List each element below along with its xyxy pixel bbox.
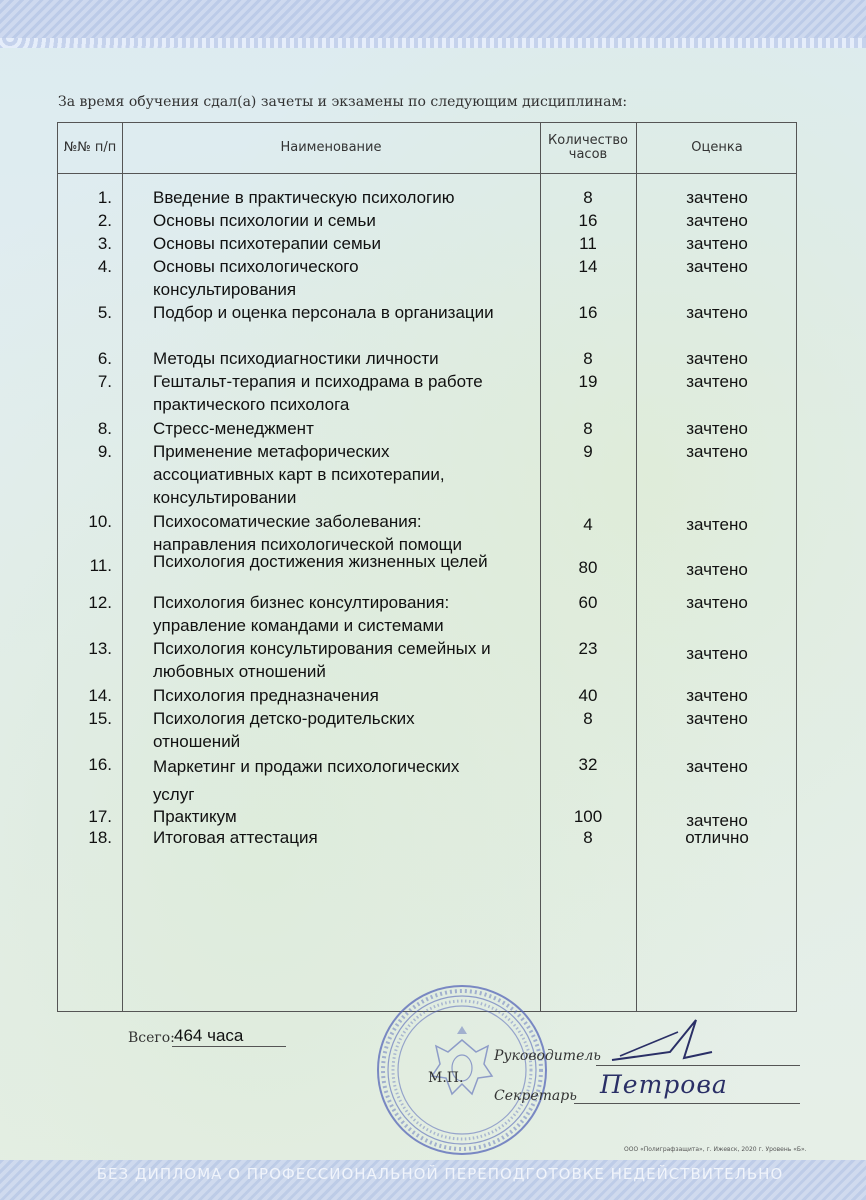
row-num: 13. (88, 639, 112, 658)
row-grade: зачтено (686, 188, 748, 207)
row-grade: зачтено (686, 644, 748, 663)
row-name: Маркетинг и продажи психологических услуг (153, 757, 460, 804)
row-name: Практикум (153, 807, 237, 826)
row-name: Основы психологического консультирования (153, 257, 359, 299)
row-hours: 60 (578, 593, 598, 612)
row-hours: 32 (578, 755, 598, 774)
row-hours: 23 (578, 639, 598, 658)
top-ornament-band (0, 0, 866, 48)
disciplines-table (57, 122, 797, 1012)
row-grade: зачтено (686, 709, 748, 728)
secretary-label: Секретарь (494, 1088, 577, 1104)
row-num: 4. (97, 257, 112, 276)
row-num: 17. (88, 807, 112, 826)
row-num: 9. (97, 442, 112, 461)
row-num: 16. (88, 755, 112, 774)
row-hours: 4 (583, 515, 593, 534)
row-name: Основы психотерапии семьи (153, 234, 382, 253)
row-name: Психология предназначения (153, 686, 379, 705)
row-grade: зачтено (686, 257, 748, 276)
row-name: Психология достижения жизненных целей (153, 552, 488, 571)
row-hours: 11 (579, 234, 597, 253)
row-hours: 8 (583, 419, 593, 438)
row-grade: зачтено (686, 234, 748, 253)
head-label: Руководитель (494, 1048, 601, 1064)
row-name: Основы психологии и семьи (153, 211, 376, 230)
row-hours: 8 (583, 349, 593, 368)
row-grade: зачтено (686, 419, 748, 438)
row-grade: зачтено (686, 442, 748, 461)
intro-text: За время обучения сдал(а) зачеты и экзамены по следующим дисциплинам: (58, 94, 628, 110)
row-name: Подбор и оценка персонала в организации (153, 303, 494, 322)
row-grade: зачтено (686, 515, 748, 534)
row-hours: 9 (583, 442, 593, 461)
total-label: Всего: (128, 1030, 175, 1046)
row-hours: 40 (578, 686, 598, 705)
row-num: 10. (88, 512, 112, 531)
row-name: Стресс-менеджмент (153, 419, 314, 438)
row-grade: зачтено (686, 757, 748, 776)
head-signature (600, 1012, 720, 1072)
row-name: Гештальт-терапия и психодрама в работе практического психолога (153, 372, 483, 414)
row-num: 3. (97, 234, 112, 253)
row-grade: зачтено (686, 686, 748, 705)
printer-note: ООО «Полиграфзащита», г. Ижевск, 2020 г. Уровень «Б». (624, 1146, 807, 1153)
row-grade: зачтено (686, 349, 748, 368)
total-value: 464 часа (172, 1026, 286, 1047)
row-name: Итоговая аттестация (153, 828, 318, 847)
row-hours: 8 (583, 188, 593, 207)
row-hours: 8 (583, 709, 593, 728)
row-hours: 8 (583, 828, 593, 847)
header-num: №№ п/п (63, 140, 117, 155)
row-hours: 100 (573, 807, 603, 826)
row-num: 8. (97, 419, 112, 438)
row-hours: 14 (578, 257, 598, 276)
row-num: 18. (88, 828, 112, 847)
row-num: 7. (97, 372, 112, 391)
secretary-signature: Петрова (600, 1070, 728, 1099)
row-grade: зачтено (686, 211, 748, 230)
row-num: 5. (97, 303, 112, 322)
row-num: 11. (89, 556, 112, 575)
row-grade: зачтено (686, 560, 748, 579)
row-num: 2. (97, 211, 112, 230)
secretary-signature-line (574, 1103, 800, 1104)
row-grade: зачтено (686, 593, 748, 612)
row-name: Психология консультирования семейных и любовных отношений (153, 639, 491, 681)
row-name: Психология бизнес консултирования: управление командами и системами (153, 593, 450, 635)
row-grade: зачтено (686, 372, 748, 391)
row-hours: 19 (578, 372, 598, 391)
row-grade: зачтено (686, 303, 748, 322)
row-hours: 16 (578, 303, 598, 322)
row-grade: отлично (685, 828, 749, 847)
bottom-band-text: БЕЗ ДИПЛОМА О ПРОФЕССИОНАЛЬНОЙ ПЕРЕПОДГОТОВКЕ НЕДЕЙСТВИТЕЛЬНО (96, 1165, 784, 1183)
row-num: 15. (88, 709, 112, 728)
row-name: Психосоматические заболевания: направления психологической помощи (153, 512, 463, 554)
row-hours: 16 (578, 211, 598, 230)
row-num: 12. (88, 593, 112, 612)
header-grade: Оценка (691, 140, 743, 155)
row-name: Введение в практическую психологию (153, 188, 455, 207)
row-grade: зачтено (686, 811, 748, 830)
row-num: 6. (97, 349, 112, 368)
header-name: Наименование (280, 140, 382, 155)
row-name: Психология детско-родительских отношений (153, 709, 415, 751)
row-hours: 80 (578, 558, 598, 577)
row-name: Методы психодиагностики личности (153, 349, 439, 368)
seal-mark-label: М.П. (428, 1070, 464, 1086)
row-num: 1. (97, 188, 112, 207)
row-name: Применение метафорических ассоциативных карт в психотерапии, консультировании (153, 442, 445, 507)
row-num: 14. (88, 686, 112, 705)
header-hours: Количество часов (548, 133, 628, 162)
